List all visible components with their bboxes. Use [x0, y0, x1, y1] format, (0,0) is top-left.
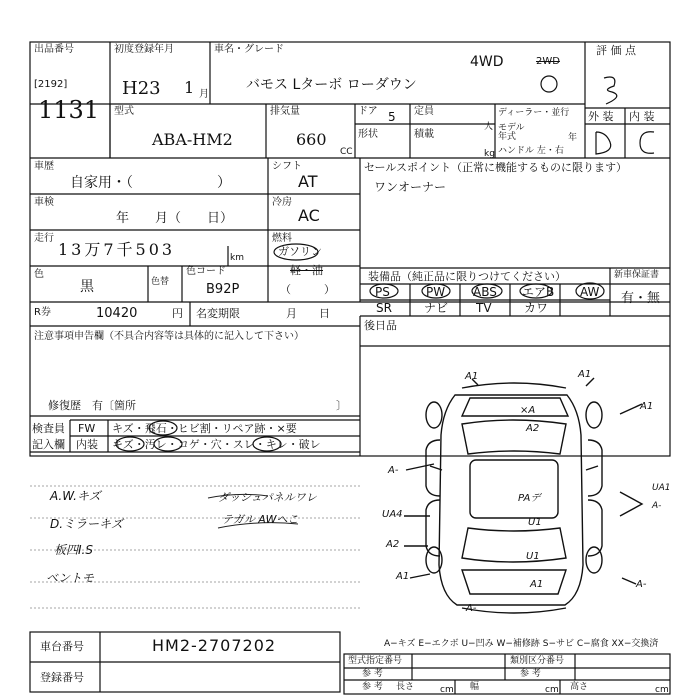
equip-ps: PS: [375, 285, 390, 299]
equip-aw: AW: [580, 285, 600, 299]
diag-label-15: A1: [530, 579, 544, 590]
diag-label-17: A-: [466, 603, 477, 614]
shift-label: シフト: [272, 161, 302, 172]
score-value: [622, 80, 637, 104]
note-vent: ベントモ: [46, 571, 95, 585]
name-label: 車名・グレード: [214, 44, 284, 55]
chassis-number: HM2-2707202: [152, 636, 277, 655]
class-number-label: 類別区分番号: [510, 656, 565, 666]
capacity-label: 定員: [414, 106, 434, 117]
diag-label-5: A1: [640, 401, 654, 412]
fuel-diesel: 軽・油: [290, 264, 323, 277]
score-label: 評 価 点: [596, 44, 636, 57]
ref-label-1: 参 考: [362, 669, 383, 679]
note-aw-dent: テガル AWへこ: [222, 513, 299, 526]
fuel-label: 燃料: [272, 233, 292, 244]
plate-label: 登録番号: [40, 671, 84, 684]
fuel-gas: ガソリン: [278, 245, 322, 258]
door-label: ドア: [358, 106, 378, 117]
length-unit: cm: [440, 685, 454, 695]
diag-label-2: A1: [578, 369, 592, 380]
recycle-label: R券: [34, 307, 51, 318]
circle-4wd-icon: [541, 76, 557, 92]
diag-label-9: UA4: [382, 509, 403, 520]
car-name: バモス Lターボ ローダウン: [246, 77, 417, 93]
diag-label-4: A2: [526, 423, 540, 434]
dealer-label: ディーラー・並行: [498, 108, 570, 118]
recycle-unit: 円: [172, 307, 183, 320]
mileage-unit: km: [230, 253, 244, 263]
fuel-other: （ ）: [280, 283, 335, 296]
length-label: 長さ: [396, 682, 415, 692]
diag-label-16: A-: [636, 579, 647, 590]
color-code-label: 色コード: [186, 266, 226, 277]
equip-sr: SR: [376, 301, 392, 315]
capacity-unit: 人: [484, 122, 494, 132]
interior-notes-label: 内装: [76, 438, 98, 451]
interior-label: 内 装: [629, 110, 655, 123]
history-value: 自家用・（ ）: [70, 175, 231, 191]
height-label: 高さ: [570, 682, 589, 692]
warranty-value: 有・無: [621, 291, 661, 306]
sales-point: ワンオーナー: [374, 180, 447, 194]
color-value: 黒: [80, 279, 94, 295]
equip-navi: ナビ: [424, 301, 449, 315]
shape-label: 形状: [358, 129, 378, 140]
height-unit: cm: [655, 685, 669, 695]
score-mark-icon: [604, 77, 617, 104]
cc-unit: CC: [340, 147, 353, 157]
warranty-label: 新車保証書: [614, 270, 660, 280]
equip-leather: カワ: [524, 301, 549, 315]
diag-label-7: UA1: [652, 483, 671, 493]
handle-label: ハンドル 左・右: [498, 146, 564, 156]
drive-alt: 2WD: [536, 56, 560, 67]
ref-label-3: 参 考: [362, 682, 383, 692]
fw-label: FW: [78, 422, 96, 435]
diag-label-12: A2: [386, 539, 400, 550]
width-unit: cm: [545, 685, 559, 695]
lot-sub: [2192]: [34, 79, 68, 90]
equip-tv: TV: [476, 301, 492, 315]
repair-label: 修復歴 有〔箇所: [48, 399, 136, 412]
lot-label: 出品番号: [34, 44, 74, 55]
load-unit: kg: [484, 149, 495, 159]
note-mirror-scratch: D.ミラーキズ: [50, 517, 123, 531]
diag-label-6: A-: [388, 465, 399, 476]
notes-label: 注意事項申告欄（不具合内容等は具体的に記入して下さい）: [34, 331, 304, 342]
diag-label-14: A1: [396, 571, 410, 582]
interior-grade: [642, 134, 655, 152]
ref-label-2: 参 考: [520, 669, 541, 679]
fw-legend: キズ・飛石・ヒビ割・リペア跡・×要: [112, 422, 297, 435]
exterior-label: 外 装: [588, 110, 614, 123]
lot-number: 1131: [38, 96, 100, 124]
interior-legend: キズ・汚レ・コゲ・穴・スレ・キレ・破レ: [112, 438, 321, 451]
model-year-unit: 年: [568, 133, 578, 143]
shift-value: AT: [298, 172, 318, 191]
history-label: 車歴: [34, 161, 54, 172]
note-dash-crack: ダッシュパネルワレ: [218, 491, 317, 504]
sales-label: セールスポイント（正常に機能するものに限ります）: [364, 161, 628, 174]
cc-label: 排気量: [270, 106, 300, 117]
note-aw-scratch: A.W.キズ: [50, 489, 101, 503]
chassis-label: 車台番号: [40, 640, 84, 653]
reg-era: H23: [122, 78, 161, 99]
diag-label-11: A-: [652, 501, 662, 511]
ac-value: AC: [298, 206, 320, 225]
repair-close: 〕: [336, 399, 347, 412]
reg-month-unit: 月: [199, 89, 209, 100]
inspection-value: 年 月（ 日）: [116, 211, 234, 226]
ac-label: 冷房: [272, 197, 292, 208]
equip-abs: ABS: [473, 285, 497, 299]
color-label: 色: [34, 269, 44, 280]
mileage-value: 13万7千503: [58, 240, 176, 259]
drive-type: 4WD: [470, 54, 504, 70]
model-year-label: モデル年式: [498, 123, 525, 143]
damage-legend: A−キズ E−エクボ U−凹み W−補修跡 S−サビ C−腐食 XX−交換済: [384, 639, 659, 649]
change-deadline-value: 月 日: [286, 307, 330, 320]
inspection-label: 車検: [34, 197, 54, 208]
reg-month: 1: [184, 78, 195, 97]
color-code-value: B92P: [206, 282, 240, 297]
equip-airbag: エアB: [522, 285, 555, 299]
type-designation-label: 型式指定番号: [348, 656, 403, 666]
diag-label-13: U1: [526, 551, 540, 562]
model-value: ABA-HM2: [152, 130, 233, 149]
note-panel: 板四I.S: [54, 543, 93, 557]
diag-label-1: A1: [465, 371, 479, 382]
cc-value: 660: [296, 130, 327, 149]
reg-label: 初度登録年月: [114, 44, 174, 55]
later-items-label: 後日品: [364, 319, 397, 332]
change-deadline-label: 名変期限: [196, 307, 240, 320]
equip-pw: PW: [426, 285, 446, 299]
recorder-label: 記入欄: [32, 438, 65, 451]
diag-label-10: U1: [528, 517, 542, 528]
door-value: 5: [388, 110, 396, 124]
load-label: 積載: [414, 129, 434, 140]
inspector-label: 検査員: [32, 422, 65, 435]
color-swap-label: 色替: [151, 277, 170, 287]
exterior-grade: [598, 134, 612, 152]
width-label: 幅: [470, 682, 480, 692]
recycle-value: 10420: [96, 306, 138, 321]
diag-label-3: ×A: [520, 405, 536, 416]
diag-label-8: PAデ: [518, 493, 541, 504]
mileage-label: 走行: [34, 233, 54, 244]
equipment-label: 装備品（純正品に限りつけてください）: [368, 270, 566, 283]
model-label: 型式: [114, 106, 134, 117]
